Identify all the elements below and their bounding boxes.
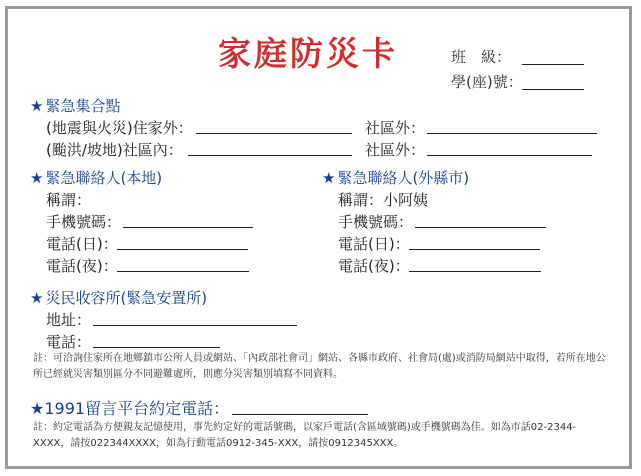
star-icon: ★ — [30, 169, 44, 187]
local-contact-header — [30, 167, 162, 188]
remote-phone-day-label: 電話(日)： — [338, 235, 410, 253]
shelter-header — [30, 287, 207, 308]
community-out-line-2[interactable] — [427, 155, 592, 156]
remote-phone-night-label: 電話(夜)： — [338, 257, 410, 275]
hotline-line[interactable] — [232, 414, 368, 415]
remote-phone-day-line[interactable] — [409, 249, 540, 250]
local-title-label: 稱謂： — [46, 191, 92, 209]
gathering-header-label: 緊急集合點 — [45, 97, 121, 115]
community-out-line-1[interactable] — [427, 133, 597, 134]
star-icon: ★ — [30, 97, 44, 115]
seat-field-line[interactable] — [522, 89, 584, 90]
remote-mobile-line[interactable] — [415, 227, 546, 228]
quake-fire-line[interactable] — [196, 133, 352, 134]
remote-title-field — [338, 189, 428, 210]
shelter-phone-line[interactable] — [93, 347, 220, 348]
remote-phone-night-line[interactable] — [409, 271, 541, 272]
gathering-header — [30, 95, 120, 116]
hotline-field — [30, 396, 229, 419]
local-phone-day-line[interactable] — [117, 249, 248, 250]
star-icon: ★ — [30, 289, 44, 307]
local-contact-header-label: 緊急聯絡人(本地) — [45, 169, 163, 187]
remote-title-value[interactable]: 小阿姨 — [383, 191, 429, 209]
remote-contact-header-label: 緊急聯絡人(外縣市) — [337, 169, 470, 187]
community-out-label-2: 社區外： — [365, 141, 426, 159]
community-out-label-1: 社區外： — [365, 119, 426, 137]
local-phone-day-label: 電話(日)： — [46, 235, 118, 253]
local-mobile-label: 手機號碼： — [46, 213, 122, 231]
seat-label: 學(座)號： — [451, 73, 523, 91]
typhoon-slope-label: (颱洪/坡地)社區內： — [46, 141, 183, 159]
local-phone-night-label: 電話(夜)： — [46, 257, 118, 275]
class-label: 班 級： — [451, 48, 512, 66]
hotline-label: 1991留言平台約定電話： — [44, 399, 230, 418]
shelter-address-line[interactable] — [93, 325, 297, 326]
shelter-phone-label: 電話： — [46, 333, 92, 351]
remote-contact-header — [322, 167, 469, 188]
card-title: 家庭防災卡 — [218, 34, 398, 73]
remote-mobile-label: 手機號碼： — [338, 213, 414, 231]
shelter-address-label: 地址： — [46, 311, 92, 329]
star-icon: ★ — [322, 169, 336, 187]
class-field-line[interactable] — [522, 64, 584, 65]
local-phone-night-line[interactable] — [117, 271, 249, 272]
quake-fire-label: (地震與火災)住家外： — [46, 119, 193, 137]
note-2: 註：約定電話為方便親友記憶使用，事先約定好的電話號碼，以家戶電話(含區域號碼)或手機號碼為佳。如為市話02-2344-XXXX，請按022344XXXX，如為行動電話0912-345-XXX，請按0912345XXX。 — [33, 422, 577, 449]
star-icon: ★ — [30, 399, 45, 418]
typhoon-slope-line[interactable] — [188, 155, 352, 156]
shelter-header-label: 災民收容所(緊急安置所) — [45, 289, 208, 307]
remote-title-label: 稱謂： — [338, 191, 384, 209]
local-mobile-line[interactable] — [123, 227, 253, 228]
note-1: 註：可洽詢住家所在地鄉鎮市公所人員或網站、「內政部社會司」網站、各縣市政府、社會局(處)或消防局網站中取得，若所在地公所已經就災害類別區分不同避難處所，則應分災害類別填寫不同資料。 — [33, 353, 606, 380]
